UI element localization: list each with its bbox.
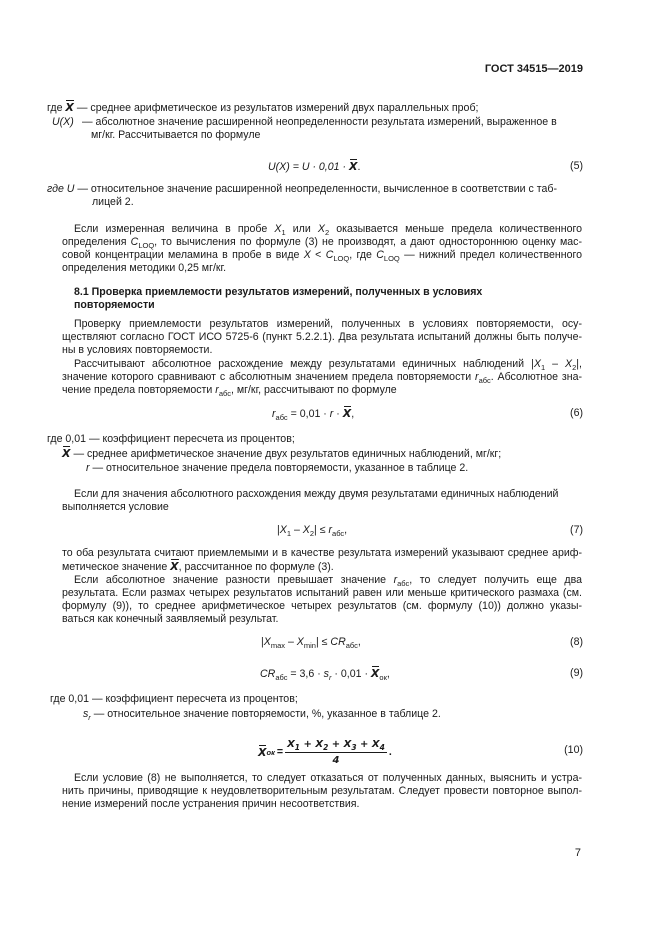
where-label: где — [47, 102, 63, 114]
paragraph-accept: то оба результата считают приемлемыми и в качестве результата измерений указывают среднее ариф- метическое значение X, рассчитанное по формуле (3). — [62, 547, 582, 573]
equation-10-number: (10) — [564, 744, 583, 756]
document-header: ГОСТ 34515—2019 — [484, 63, 583, 75]
equation-9: $CR_{абс} = 3,6 \cdot s_r \cdot 0,01 \cdot X_{ок}$, — [260, 667, 390, 682]
paragraph-four-results: Если абсолютное значение разности превышает значение $r_{абс}$, то следует получить еще два результата. Если размах четырех результатов испытаний равен или меньше критического размаха (см. формулу (9)), то среднее арифметическое четырех результатов (см. формулу (10)) должно указы- ваться как конечный заявляемый результат. — [62, 574, 583, 625]
ux-definition: — абсолютное значение расширенной неопределенности результата измерений, выраженное в мг/кг. Рассчитывается по формуле — [82, 116, 557, 141]
equation-6: $r_{абс} = 0,01 \cdot r \cdot X$, — [272, 407, 355, 422]
where-u-cont: лицей 2. — [92, 196, 134, 208]
fraction-numerator: $X_1 + X_2 + X_3 + X_4$ — [287, 739, 385, 752]
xbar-symbol: X — [348, 160, 358, 173]
where-6-line3: r — относительное значение предела повторяемости, указанное в таблице 2. — [86, 462, 469, 474]
equation-8: $|X_{max} - X_{min}| \le CR_{абс}$, — [261, 636, 361, 650]
ux-label: U(X) — [52, 116, 74, 128]
section-heading-8-1: 8.1 Проверка приемлемости результатов измерений, полученных в условиях повторяемости — [74, 286, 483, 311]
where-9-line2: $s_r$ — относительное значение повторяемости, %, указанное в таблице 2. — [83, 708, 441, 722]
xbar-symbol: X — [342, 407, 352, 420]
equation-10: X ок = $\frac{X_1 + X_2 + X_3 + X_4}{4}$ . — [258, 739, 392, 766]
where-xbar-text: — среднее арифметическое из результатов измерений двух параллельных проб; — [76, 102, 479, 114]
xbar-symbol: X — [170, 560, 179, 573]
equation-9-number: (9) — [570, 667, 583, 679]
fraction-denominator: 4 — [332, 755, 340, 766]
equation-8-number: (8) — [570, 636, 583, 648]
xbar-symbol: X — [370, 667, 380, 680]
equation-7-number: (7) — [570, 524, 583, 536]
where-9-line1: где 0,01 — коэффициент пересчета из процентов; — [50, 693, 298, 705]
equation-5: U(X) = U · 0,01 · X. — [268, 160, 361, 173]
paragraph-discard: Если условие (8) не выполняется, то следует отказаться от полученных данных, выяснить и устра- нить причины, приводящие к неудовлетворительным результатам. Следует провести повторное выпол- нение измерений после устранения причин несоответствия. — [62, 772, 582, 810]
page-number: 7 — [574, 847, 581, 859]
where-xbar-line — [47, 101, 478, 115]
where-6-line2: X — среднее арифметическое значение двух результатов единичных наблюдений, мг/кг; — [62, 447, 502, 460]
equation-6-number: (6) — [570, 407, 583, 419]
equation-5-number: (5) — [570, 160, 583, 172]
xbar-symbol: X — [62, 447, 71, 460]
paragraph-repeatability: Проверку приемлемости результатов измерений, полученных в условиях повторяемости, осу- ществляют согласно ГОСТ ИСО 5725-6 (пункт 5.2.2.1). Два результата испытаний должны быть получе- ны в условиях повторяемости. — [62, 318, 582, 356]
paragraph-absolute-difference: Рассчитывают абсолютное расхождение между результатами единичных наблюдений $|X_1 - X_2|$, значение которого сравнивают с абсолютным значением предела повторяемости $r_{абс}$. Абсолютное зна- чение предела повторяемости $r_{абс}$, мг/кг, рассчитывают по формуле — [62, 358, 582, 398]
xbar-symbol: X — [258, 746, 267, 759]
equation-7: $|X_1 - X_2| \le r_{абс}$, — [277, 524, 348, 538]
equation-10-fraction — [285, 738, 387, 767]
xbar-symbol: X — [65, 101, 74, 114]
where-u-definition: где U — относительное значение расширенной неопределенности, вычисленное в соответствии с таб- — [47, 183, 557, 195]
paragraph-loq: Если измеренная величина в пробе $X_1$ или $X_2$ оказывается меньше предела количественного определения $C_{LOQ}$, то вычисления по формуле (3) не производят, а дают одностороннюю оценку мас- совой концентрации меламина в пробе в виде $X < C_{LOQ}$, где $C_{LOQ}$ — нижний предел количественного определения методики 0,25 мг/кг. — [62, 223, 583, 274]
where-6-line1: где 0,01 — коэффициент пересчета из процентов; — [47, 433, 295, 445]
paragraph-condition: Если для значения абсолютного расхождения между двумя результатами единичных наблюдений выполняется условие — [62, 488, 559, 513]
